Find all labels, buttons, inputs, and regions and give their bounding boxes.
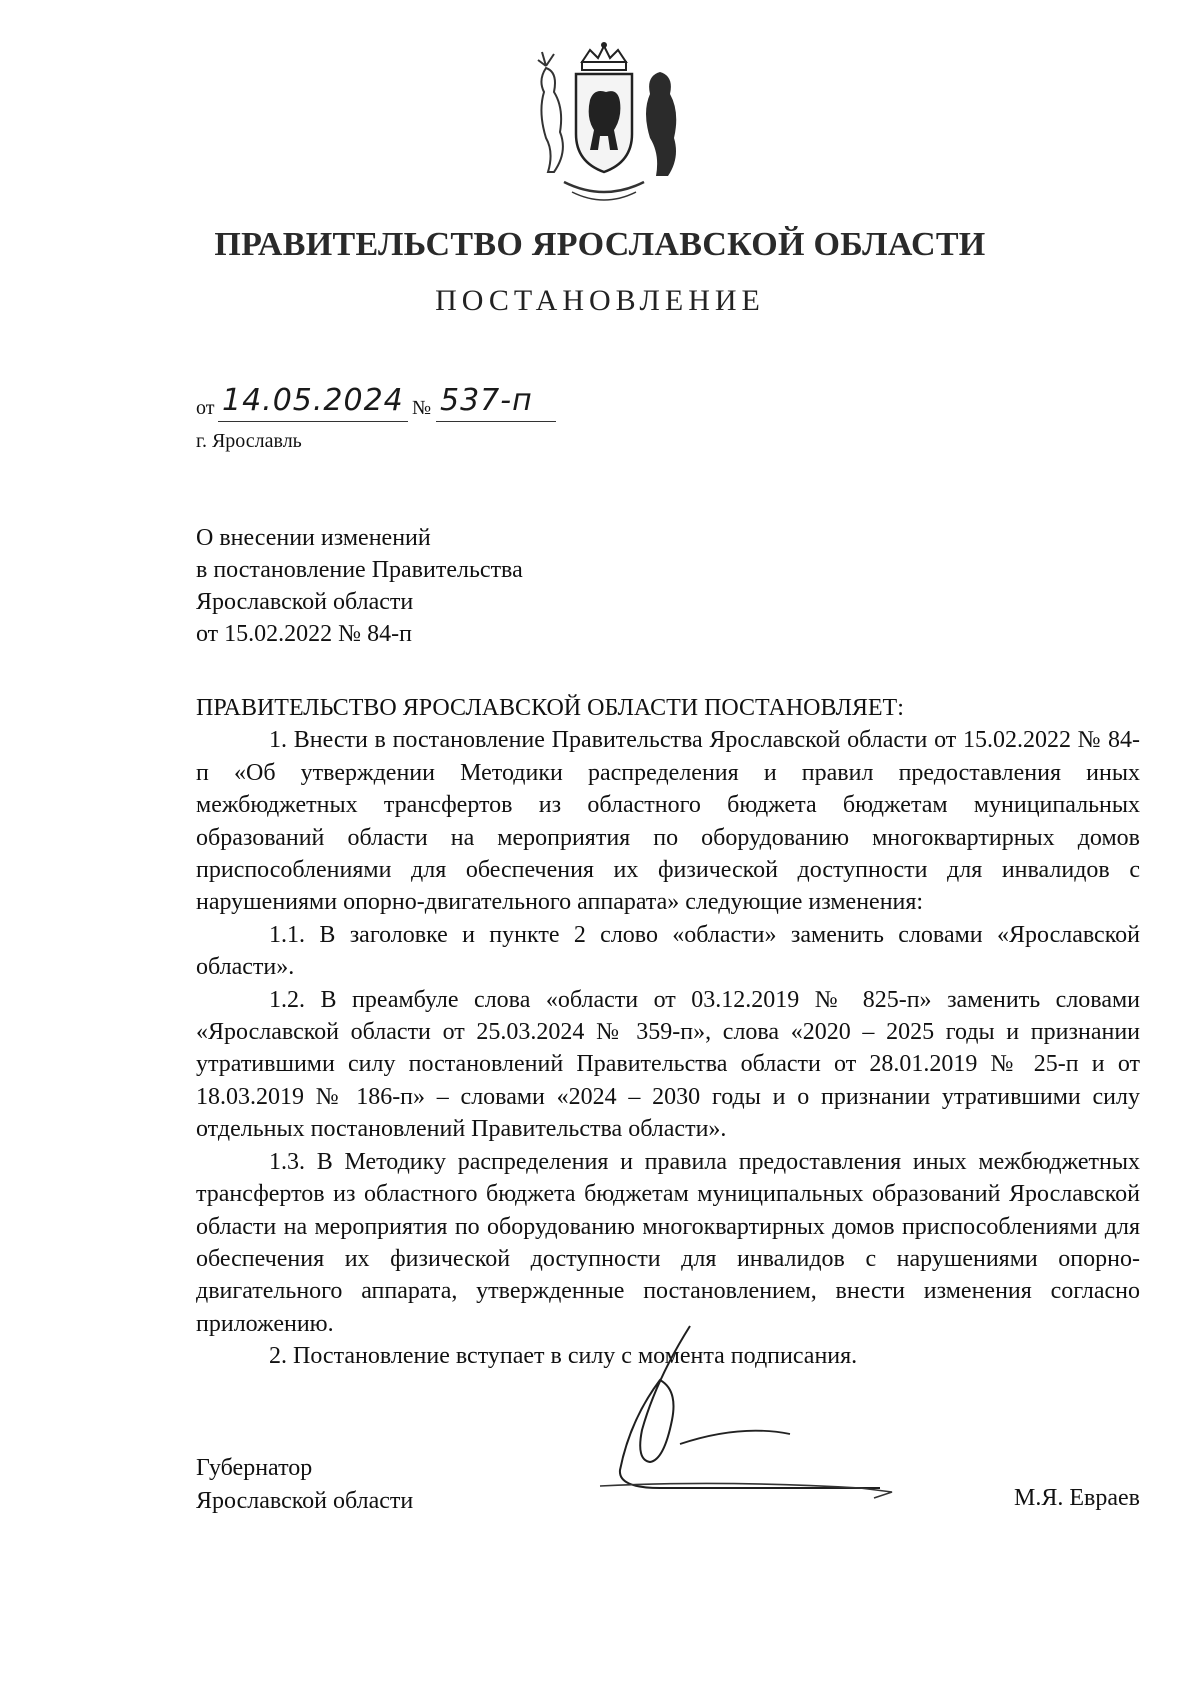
paragraph-1-3: 1.3. В Методику распределения и правила предоставления иных межбюджетных трансфертов из областного бюджета бюджетам муниципальных образований Ярославской области на мероприятия по оборудованию многоквартирных домов приспособлениями для обеспечения их физической доступности для инвалидов с нарушениями опорно-двигательного аппарата, утвержденные постановлением, внести изменения согласно приложению. <box>196 1148 1140 1337</box>
date-prefix: от <box>196 397 215 419</box>
government-title: ПРАВИТЕЛЬСТВО ЯРОСЛАВСКОЙ ОБЛАСТИ <box>214 226 986 263</box>
paragraph-2: 2. Постановление вступает в силу с момента подписания. <box>269 1343 858 1370</box>
handwritten-signature <box>560 1320 940 1510</box>
handwritten-date: 14.05.2024 <box>222 383 404 418</box>
subject-line: в постановление Правительства <box>196 557 523 583</box>
signer-position-line: Губернатор <box>196 1455 313 1481</box>
subject-line: Ярославской области <box>196 589 414 615</box>
subject-line: О внесении изменений <box>196 525 431 551</box>
resolution-intro: ПРАВИТЕЛЬСТВО ЯРОСЛАВСКОЙ ОБЛАСТИ ПОСТАНОВЛЯЕТ: <box>196 695 904 721</box>
number-underline <box>436 421 556 422</box>
signer-position-line: Ярославской области <box>196 1488 414 1514</box>
signer-name: М.Я. Евраев <box>1014 1485 1140 1511</box>
paragraph-1-2: 1.2. В преамбуле слова «области от 03.12.2019 № 825-п» заменить словами «Ярославской области от 25.03.2024 № 359-п», слова «2020 – 2025 годы и признании утратившими силу постановлений Правительства области от 28.01.2019 № 25-п и от 18.03.2019 № 186-п» – словами «2024 – 2030 годы и о признании утратившими силу отдельных постановлений Правительства области». <box>196 986 1140 1143</box>
paragraph-1-1: 1.1. В заголовке и пункте 2 слово «области» заменить словами «Ярославской области». <box>196 921 1140 981</box>
paragraph-1: 1. Внести в постановление Правительства Ярославской области от 15.02.2022 № 84-п «Об утверждении Методики распределения и правил предоставления иных межбюджетных трансфертов из областного бюджета бюджетам муниципальных образований области на мероприятия по оборудованию многоквартирных домов приспособлениями для обеспечения их физической доступности для инвалидов с нарушениями опорно-двигательного аппарата» следующие изменения: <box>196 727 1140 916</box>
document-body <box>196 692 1140 1373</box>
document-type-title: ПОСТАНОВЛЕНИЕ <box>435 284 765 317</box>
date-number-line <box>196 383 556 426</box>
coat-of-arms-emblem <box>524 42 684 204</box>
city-name: г. Ярославль <box>196 430 302 452</box>
signer-position <box>196 1452 413 1518</box>
number-prefix: № <box>412 397 432 419</box>
document-subject <box>196 522 523 650</box>
handwritten-number: 537-п <box>440 383 533 418</box>
subject-line: от 15.02.2022 № 84-п <box>196 621 412 647</box>
date-underline <box>218 421 408 422</box>
